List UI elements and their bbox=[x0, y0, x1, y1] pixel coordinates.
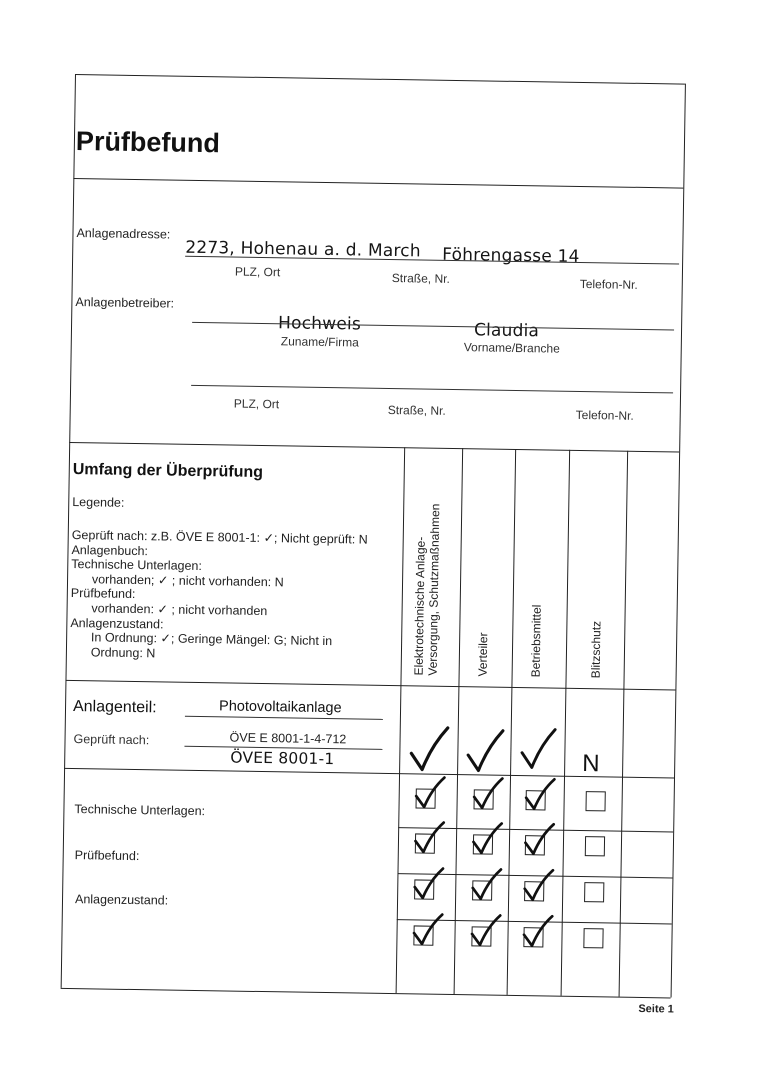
address-caption-plz-ort: PLZ, Ort bbox=[234, 264, 281, 280]
check-mark-icon bbox=[409, 911, 446, 948]
system-value: Photovoltaikanlage bbox=[218, 698, 342, 717]
page-number: Seite 1 bbox=[638, 1002, 674, 1016]
checkbox[interactable] bbox=[583, 928, 603, 948]
legend-line: Prüfbefund: bbox=[70, 586, 136, 602]
column-line bbox=[507, 449, 517, 995]
legend-line: Anlagenbuch: bbox=[71, 542, 149, 558]
legend-line: Technische Unterlagen: bbox=[71, 557, 203, 574]
row-label-condition: Anlagenzustand: bbox=[74, 892, 169, 908]
check-mark-icon bbox=[518, 725, 559, 774]
column-line bbox=[619, 451, 629, 997]
row-label-technical-docs: Technische Unterlagen: bbox=[74, 802, 206, 819]
column-header-equipment: Betriebsmittel bbox=[528, 604, 544, 678]
address-caption-phone: Telefon-Nr. bbox=[579, 276, 638, 292]
legend-line: Ordnung: N bbox=[69, 644, 156, 661]
check-mark-icon bbox=[469, 775, 506, 812]
column-header-installation: Elektrotechnische Anlage- Versorgung, Schutzmaßnahmen bbox=[411, 503, 443, 676]
frame-right bbox=[671, 84, 686, 998]
system-label: Anlagenteil: bbox=[72, 698, 157, 717]
frame-top bbox=[75, 74, 685, 85]
checked-by-value-1: ÖVE E 8001-1-4-712 bbox=[229, 730, 347, 747]
system-top-line bbox=[65, 680, 675, 691]
checkbox[interactable] bbox=[584, 882, 604, 902]
column-line bbox=[454, 448, 464, 994]
column-header-distributor: Verteiler bbox=[475, 632, 491, 677]
address-caption-street: Straße, Nr. bbox=[391, 271, 450, 286]
check-mark-icon bbox=[521, 776, 558, 813]
check-mark-icon bbox=[519, 913, 556, 950]
page-title: Prüfbefund bbox=[75, 126, 221, 159]
check-mark-icon bbox=[464, 727, 507, 776]
operator-underline bbox=[192, 322, 674, 331]
legend-line: Geprüft nach: z.B. ÖVE E 8001-1: ✓; Nicht geprüft: N bbox=[71, 528, 368, 547]
check-mark-icon bbox=[468, 866, 505, 903]
checked-by-label: Geprüft nach: bbox=[73, 732, 150, 748]
operator-first-name-value: Claudia bbox=[473, 320, 540, 342]
scope-top-line bbox=[69, 442, 679, 453]
check-mark-icon bbox=[407, 725, 452, 774]
operator-caption-plz-ort: PLZ, Ort bbox=[233, 396, 280, 412]
operator-caption-phone: Telefon-Nr. bbox=[575, 407, 634, 423]
title-divider bbox=[73, 178, 683, 189]
legend-line: Anlagenzustand: bbox=[70, 615, 164, 632]
row-label-test-report: Prüfbefund: bbox=[74, 848, 140, 864]
column-line bbox=[396, 447, 406, 993]
legend-line: In Ordnung: ✓; Geringe Mängel: G; Nicht in bbox=[70, 630, 333, 649]
operator-name-value: Hochweis bbox=[277, 313, 362, 335]
checkbox[interactable] bbox=[585, 791, 605, 811]
legend-list bbox=[70, 528, 368, 664]
test-report-sheet bbox=[61, 74, 693, 1016]
address-label: Anlagenadresse: bbox=[76, 226, 171, 242]
operator-caption-name: Zuname/Firma bbox=[280, 334, 359, 350]
check-mark-icon bbox=[469, 820, 506, 857]
system-underline bbox=[185, 716, 383, 720]
address-street-value: Föhrengasse 14 bbox=[442, 244, 580, 267]
check-mark-icon bbox=[411, 819, 448, 856]
address-underline bbox=[185, 256, 679, 265]
check-mark-icon bbox=[411, 774, 448, 811]
column-header-lightning: Blitzschutz bbox=[588, 620, 604, 679]
operator-caption-street: Straße, Nr. bbox=[387, 402, 446, 418]
not-checked-mark: N bbox=[582, 750, 600, 778]
legend-line: vorhanden; ✓ ; nicht vorhanden: N bbox=[70, 571, 284, 590]
operator-label: Anlagenbetreiber: bbox=[75, 295, 175, 311]
check-mark-icon bbox=[520, 867, 557, 904]
check-mark-icon bbox=[410, 865, 447, 902]
address-plz-ort-value: 2273, Hohenau a. d. March bbox=[185, 237, 421, 262]
scope-heading: Umfang der Überprüfung bbox=[72, 461, 264, 482]
operator-address-underline bbox=[191, 385, 673, 394]
operator-caption-first-name: Vorname/Branche bbox=[463, 340, 560, 356]
column-line bbox=[561, 450, 571, 996]
legend-title: Legende: bbox=[72, 495, 125, 510]
checked-by-value-2: ÖVEE 8001-1 bbox=[230, 748, 335, 769]
frame-bottom bbox=[61, 988, 671, 999]
legend-line: vorhanden: ✓ ; nicht vorhanden bbox=[70, 600, 268, 619]
check-mark-icon bbox=[521, 821, 558, 858]
checkbox[interactable] bbox=[585, 836, 605, 856]
check-mark-icon bbox=[467, 912, 504, 949]
